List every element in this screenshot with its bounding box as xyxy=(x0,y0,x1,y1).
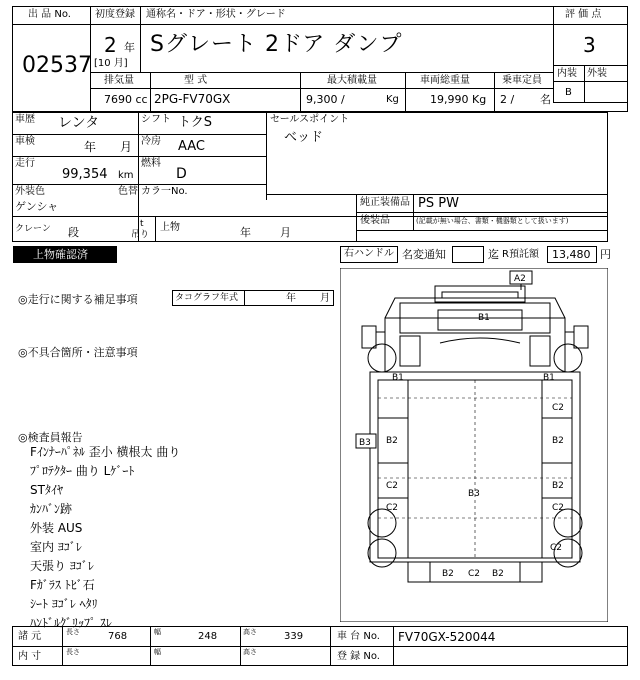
capacity-label: 乗車定員 xyxy=(502,75,542,86)
mileage-unit: km xyxy=(118,170,134,181)
aftermarket-note: (記載が無い場合、書類・機器類として扱います) xyxy=(416,217,569,225)
divider xyxy=(12,646,628,647)
crane-t: t xyxy=(140,219,144,229)
width-value: 248 xyxy=(198,631,218,642)
divider xyxy=(90,72,553,73)
divider xyxy=(553,102,628,103)
color-code-label: カラ一No. xyxy=(141,186,188,197)
inner-width-label: 幅 xyxy=(154,648,161,656)
divider xyxy=(62,626,63,666)
capacity-unit: 名 xyxy=(540,93,551,106)
mileage-label: 走行 xyxy=(15,158,35,169)
divider xyxy=(553,24,628,25)
title-banner xyxy=(13,246,117,263)
divider xyxy=(90,24,553,25)
aftermarket-label: 後装品 xyxy=(360,215,390,226)
exterior-label: 外装 xyxy=(587,68,607,79)
damage-mark: B2 xyxy=(492,569,504,579)
vehicle-name: Sグレート 2ドア ダンプ xyxy=(150,32,403,57)
registration-label: 登 録 No. xyxy=(337,651,380,662)
divider xyxy=(12,24,90,25)
inner-length-label: 長さ xyxy=(66,648,80,656)
damage-mark: C2 xyxy=(552,503,565,513)
length-value: 768 xyxy=(108,631,128,642)
divider xyxy=(405,72,406,112)
divider xyxy=(12,134,266,135)
reg-year-unit: 年 xyxy=(124,41,135,54)
first-reg-label: 初度登録 xyxy=(95,9,135,20)
inspection-year: 年 xyxy=(84,140,97,154)
color-label: 外装色 xyxy=(15,186,45,197)
fuel-label: 燃料 xyxy=(141,158,161,169)
report-line: 天張り ﾖｺﾞﾚ xyxy=(30,559,94,573)
report-line: ﾊﾝﾄﾞﾙｸﾞﾘｯﾌﾟ ｽﾚ xyxy=(30,616,112,630)
name-change-box xyxy=(452,246,484,263)
inspection-label: 車検 xyxy=(15,136,35,147)
max-load-value: 9,300 / xyxy=(306,93,345,106)
reg-year: 2 xyxy=(104,33,117,57)
max-load-label: 最大積載量 xyxy=(327,75,377,86)
upper-month: 月 xyxy=(280,226,291,239)
equipment-label: 純正装備品 xyxy=(360,197,410,208)
divider xyxy=(356,230,608,231)
sales-point-label: セールスポイント xyxy=(270,114,350,125)
lot-label: 出 品 No. xyxy=(28,9,71,20)
inspection-title: 上物確認済 xyxy=(33,248,88,261)
model-label: 型 式 xyxy=(184,75,208,86)
upper-year: 年 xyxy=(240,226,251,239)
history-label: 車歴 xyxy=(15,114,35,125)
report-line: ｼｰﾄ ﾖｺﾞﾚ ﾍﾀﾘ xyxy=(30,597,98,611)
damage-mark: C2 xyxy=(468,569,481,579)
truck-diagram xyxy=(340,268,608,622)
interior-score: B xyxy=(565,87,572,98)
length-label: 長さ xyxy=(66,628,80,636)
divider xyxy=(12,156,266,157)
color-value: ゲンシャ xyxy=(15,200,59,213)
divider xyxy=(393,626,394,666)
gross-weight-value: 19,990 Kg xyxy=(430,93,487,106)
height-value: 339 xyxy=(284,631,304,642)
damage-mark: B3 xyxy=(359,438,371,448)
divider xyxy=(12,184,266,185)
crane-stage: 段 xyxy=(68,226,79,239)
score-value: 3 xyxy=(583,33,596,57)
report-line: Fｶﾞﾗｽ ﾄﾋﾞ石 xyxy=(30,578,95,592)
lot-number: 02537 xyxy=(22,53,92,78)
divider xyxy=(300,72,301,112)
damage-mark: B2 xyxy=(552,436,564,446)
report-line: 室内 ﾖｺﾞﾚ xyxy=(30,540,82,554)
divider xyxy=(266,194,608,195)
dims-label: 諸 元 xyxy=(18,631,42,642)
divider xyxy=(150,72,151,112)
damage-mark: B1 xyxy=(478,313,490,323)
inspection-month: 月 xyxy=(120,140,133,154)
interior-label: 内装 xyxy=(557,68,577,79)
fuel-value: D xyxy=(176,166,187,182)
defects-title: ◎不具合箇所・注意事項 xyxy=(18,346,138,359)
sales-point-value: ベッド xyxy=(284,130,324,145)
tacho-year: 年 xyxy=(286,293,296,304)
shift-value: トクS xyxy=(178,115,212,130)
yen-unit: 円 xyxy=(600,248,611,261)
damage-mark: A2 xyxy=(514,274,526,284)
report-title: ◎検査員報告 xyxy=(18,431,83,444)
divider xyxy=(266,112,267,200)
divider xyxy=(553,6,554,102)
report-line: 外装 AUS xyxy=(30,521,83,535)
divider xyxy=(90,88,553,89)
divider xyxy=(244,290,245,306)
height-label: 高さ xyxy=(243,628,257,636)
tacho-label: タコグラフ年式 xyxy=(175,293,239,303)
divider xyxy=(553,65,628,66)
displacement-label: 排気量 xyxy=(104,75,134,86)
width-label: 幅 xyxy=(154,628,161,636)
damage-mark: B2 xyxy=(552,481,564,491)
deadline-label: 迄 xyxy=(488,248,499,261)
damage-mark: B1 xyxy=(392,373,404,383)
chassis-value: FV70GX-520044 xyxy=(398,630,496,644)
model-value: 2PG-FV70GX xyxy=(154,92,231,106)
gross-weight-label: 車両総重量 xyxy=(420,75,470,86)
divider xyxy=(356,212,608,213)
divider xyxy=(494,72,495,112)
score-label: 評 価 点 xyxy=(565,9,602,20)
name-label: 通称名・ドア・形状・グレード xyxy=(146,9,286,20)
damage-mark: B2 xyxy=(386,436,398,446)
divider xyxy=(155,216,156,242)
upper-label: 上物 xyxy=(160,222,180,233)
divider xyxy=(413,194,414,230)
inner-height-label: 高さ xyxy=(243,648,257,656)
divider xyxy=(150,626,151,666)
color-change-label: 色替 xyxy=(118,186,138,197)
crane-label: クレーン xyxy=(15,224,51,234)
damage-mark: C2 xyxy=(386,503,399,513)
damage-mark: C2 xyxy=(552,403,565,413)
history-value: レンタ xyxy=(58,115,100,131)
inner-dims-label: 内 寸 xyxy=(18,651,42,662)
displacement-value: 7690 cc xyxy=(104,93,148,106)
crane-hook: 吊り xyxy=(131,230,150,240)
reg-month: [10 月] xyxy=(94,58,128,69)
damage-mark: C2 xyxy=(386,481,399,491)
report-line: ｶﾝﾊﾞﾝ跡 xyxy=(30,502,73,516)
recycle-label: R預託額 xyxy=(502,249,539,260)
divider xyxy=(356,194,357,242)
report-line: ﾌﾟﾛﾃｸﾀｰ 曲り Lｹﾞｰﾄ xyxy=(30,464,135,478)
divider xyxy=(240,626,241,666)
damage-mark: B2 xyxy=(442,569,454,579)
max-load-unit: Kg xyxy=(386,94,399,105)
divider xyxy=(553,81,628,82)
chassis-label: 車 台 No. xyxy=(337,631,380,642)
damage-mark: B1 xyxy=(543,373,555,383)
damage-mark: B3 xyxy=(468,489,480,499)
supplementary-title: ◎走行に関する補足事項 xyxy=(18,293,138,306)
name-change-label: 名変通知 xyxy=(402,248,446,261)
ac-value: AAC xyxy=(178,139,205,154)
report-line: Fｲﾝﾅｰﾊﾟﾈﾙ 歪小 横根太 曲り xyxy=(30,445,181,459)
shift-label: シフト xyxy=(141,114,171,125)
equipment-value: PS PW xyxy=(418,196,459,211)
mileage-value: 99,354 xyxy=(62,167,108,182)
divider xyxy=(584,65,585,102)
divider xyxy=(140,6,141,72)
right-handle-label: 右ハンドル xyxy=(344,248,394,259)
capacity-value: 2 / xyxy=(500,93,515,106)
damage-mark: C2 xyxy=(550,543,563,553)
divider xyxy=(330,626,331,666)
ac-label: 冷房 xyxy=(141,136,161,147)
report-line: STﾀｲﾔ xyxy=(30,483,63,497)
tacho-month: 月 xyxy=(320,293,330,304)
recycle-value: 13,480 xyxy=(552,248,591,261)
